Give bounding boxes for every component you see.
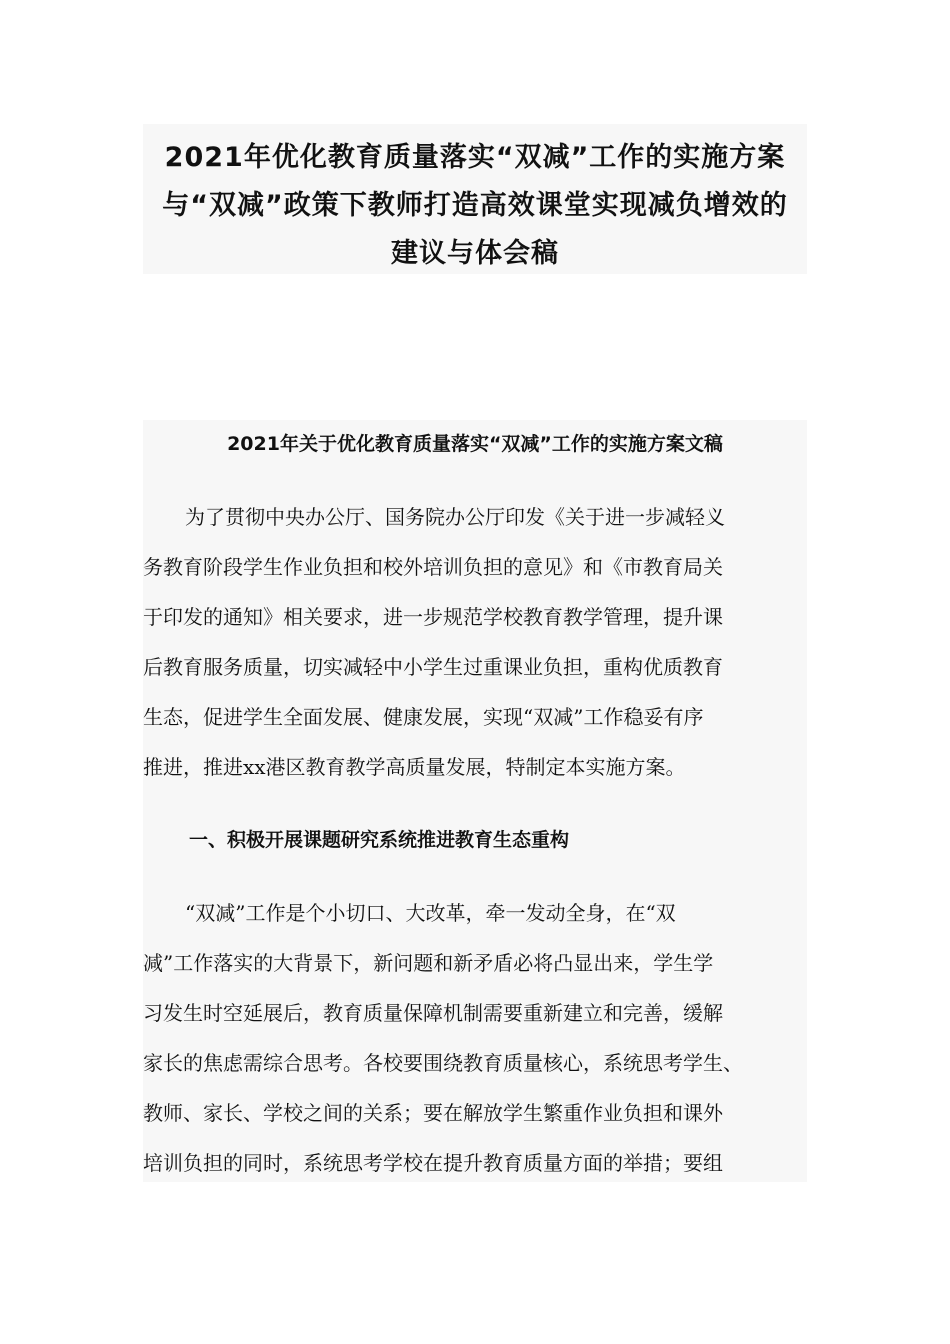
paragraph-line: 家长的焦虑需综合思考。各校要围绕教育质量核心，系统思考学生、 [143,1051,743,1075]
document-title [143,124,807,278]
paragraph-line: 后教育服务质量，切实减轻中小学生过重课业负担，重构优质教育 [143,655,723,679]
paragraph-section-1 [143,888,807,1188]
title-line: 与“双减”政策下教师打造高效课堂实现减负增效的 [162,190,788,221]
title-line: 2021年优化教育质量落实“双减”工作的实施方案 [164,142,786,173]
title-block [143,124,807,274]
paragraph-line: 推进，推进xx港区教育教学高质量发展，特制定本实施方案。 [143,755,686,779]
paragraph-line: “双减”工作是个小切口、大改革，牵一发动全身，在“双 [185,901,676,925]
paragraph-line: 习发生时空延展后，教育质量保障机制需要重新建立和完善，缓解 [143,1001,723,1025]
section-title: 2021年关于优化教育质量落实“双减”工作的实施方案文稿 [227,433,723,455]
document-body [143,420,807,1182]
title-line: 建议与体会稿 [391,238,559,269]
paragraph-line: 教师、家长、学校之间的关系；要在解放学生繁重作业负担和课外 [143,1101,723,1125]
paragraph-line: 务教育阶段学生作业负担和校外培训负担的意见》和《市教育局关 [143,555,723,579]
paragraph-line: 于印发的通知》相关要求，进一步规范学校教育教学管理，提升课 [143,605,723,629]
paragraph-intro [143,492,807,792]
paragraph-line: 减”工作落实的大背景下，新问题和新矛盾必将凸显出来，学生学 [143,951,714,975]
heading-section-1: 一、积极开展课题研究系统推进教育生态重构 [189,829,570,851]
paragraph-line: 为了贯彻中央办公厅、国务院办公厅印发《关于进一步减轻义 [185,505,725,529]
paragraph-line: 生态，促进学生全面发展、健康发展，实现“双减”工作稳妥有序 [143,705,704,729]
paragraph-line: 培训负担的同时，系统思考学校在提升教育质量方面的举措；要组 [143,1151,723,1175]
